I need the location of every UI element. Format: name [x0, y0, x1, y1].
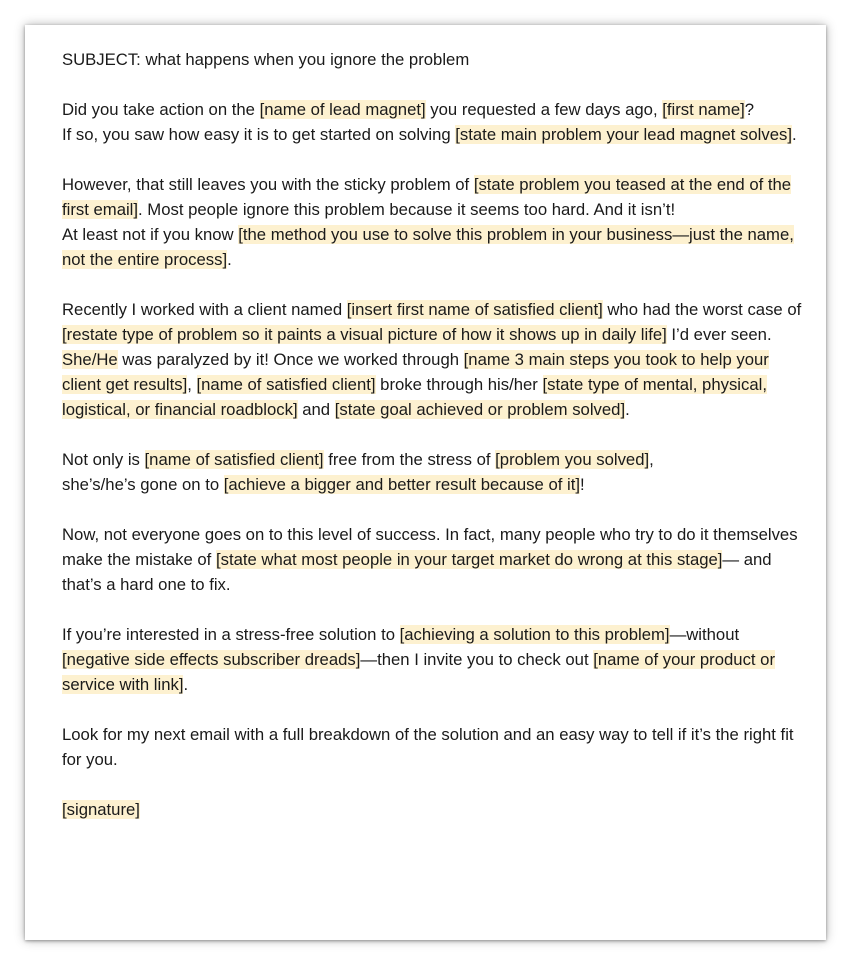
email-paragraph	[62, 622, 806, 697]
body-text: . Most people ignore this problem because it seems too hard. And it isn’t!	[138, 200, 676, 219]
body-text: If you’re interested in a stress-free solution to	[62, 625, 400, 644]
body-text: Did you take action on the	[62, 100, 260, 119]
body-text: ,	[649, 450, 654, 469]
body-text: and	[297, 400, 335, 419]
email-paragraph	[62, 297, 806, 422]
body-text: .	[183, 675, 189, 694]
body-text: Look for my next email with a full breakdown of the solution and an easy way to tell if it’s the right fit for you.	[62, 725, 794, 769]
placeholder-highlight: [first name]	[662, 100, 745, 119]
email-template-page	[25, 25, 826, 940]
placeholder-highlight: [state goal achieved or problem solved]	[334, 400, 626, 419]
placeholder-highlight: [name of your product or service with link]	[62, 650, 776, 694]
body-text: Recently I worked with a client named	[62, 300, 347, 319]
email-paragraph	[62, 522, 806, 597]
placeholder-highlight: [name 3 main steps you took to help your client get results]	[62, 350, 769, 394]
placeholder-highlight: [achieving a solution to this problem]	[399, 625, 670, 644]
placeholder-highlight: [achieve a bigger and better result because of it]	[223, 475, 580, 494]
body-text: !	[579, 475, 585, 494]
placeholder-highlight: She/He	[62, 350, 118, 369]
body-text: —then I invite you to check out	[360, 650, 594, 669]
body-text: ?	[744, 100, 755, 119]
body-text: If so, you saw how easy it is to get started on solving	[62, 125, 456, 144]
email-paragraph	[62, 797, 806, 822]
body-text: I’d ever seen.	[666, 325, 772, 344]
body-text: — and that’s a hard one to fix.	[62, 550, 772, 594]
email-paragraph	[62, 722, 806, 772]
placeholder-highlight: [name of lead magnet]	[259, 100, 426, 119]
body-text: —without	[669, 625, 740, 644]
body-text: ,	[187, 375, 197, 394]
email-body	[62, 97, 806, 822]
body-text: However, that still leaves you with the sticky problem of	[62, 175, 474, 194]
body-text: free from the stress of	[323, 450, 496, 469]
placeholder-highlight: [name of satisfied client]	[196, 375, 376, 394]
body-text: .	[791, 125, 797, 144]
body-text: Not only is	[62, 450, 145, 469]
placeholder-highlight: [restate type of problem so it paints a visual picture of how it shows up in daily life]	[62, 325, 667, 344]
placeholder-highlight: [the method you use to solve this problem in your business—just the name, not the entire process]	[62, 225, 794, 269]
email-paragraph	[62, 172, 806, 272]
placeholder-highlight: [name of satisfied client]	[144, 450, 324, 469]
placeholder-highlight: [state type of mental, physical, logistical, or financial roadblock]	[62, 375, 767, 419]
body-text: who had the worst case of	[602, 300, 802, 319]
body-text: broke through his/her	[375, 375, 543, 394]
body-text: At least not if you know	[62, 225, 239, 244]
body-text: .	[625, 400, 630, 419]
placeholder-highlight: [signature]	[62, 800, 140, 819]
email-paragraph	[62, 97, 806, 147]
placeholder-highlight: [problem you solved]	[495, 450, 650, 469]
placeholder-highlight: [state main problem your lead magnet solves]	[455, 125, 792, 144]
body-text: Now, not everyone goes on to this level of success. In fact, many people who try to do it themselves make the mistake of	[62, 525, 798, 569]
email-subject: SUBJECT: what happens when you ignore the problem	[62, 50, 470, 69]
placeholder-highlight: [negative side effects subscriber dreads]	[62, 650, 361, 669]
body-text: was paralyzed by it! Once we worked through	[117, 350, 464, 369]
placeholder-highlight: [state problem you teased at the end of the first email]	[62, 175, 792, 219]
body-text: you requested a few days ago,	[425, 100, 663, 119]
email-paragraph	[62, 447, 806, 497]
placeholder-highlight: [state what most people in your target market do wrong at this stage]	[215, 550, 723, 569]
placeholder-highlight: [insert first name of satisfied client]	[346, 300, 603, 319]
body-text: .	[227, 250, 232, 269]
body-text: she’s/he’s gone on to	[62, 475, 224, 494]
